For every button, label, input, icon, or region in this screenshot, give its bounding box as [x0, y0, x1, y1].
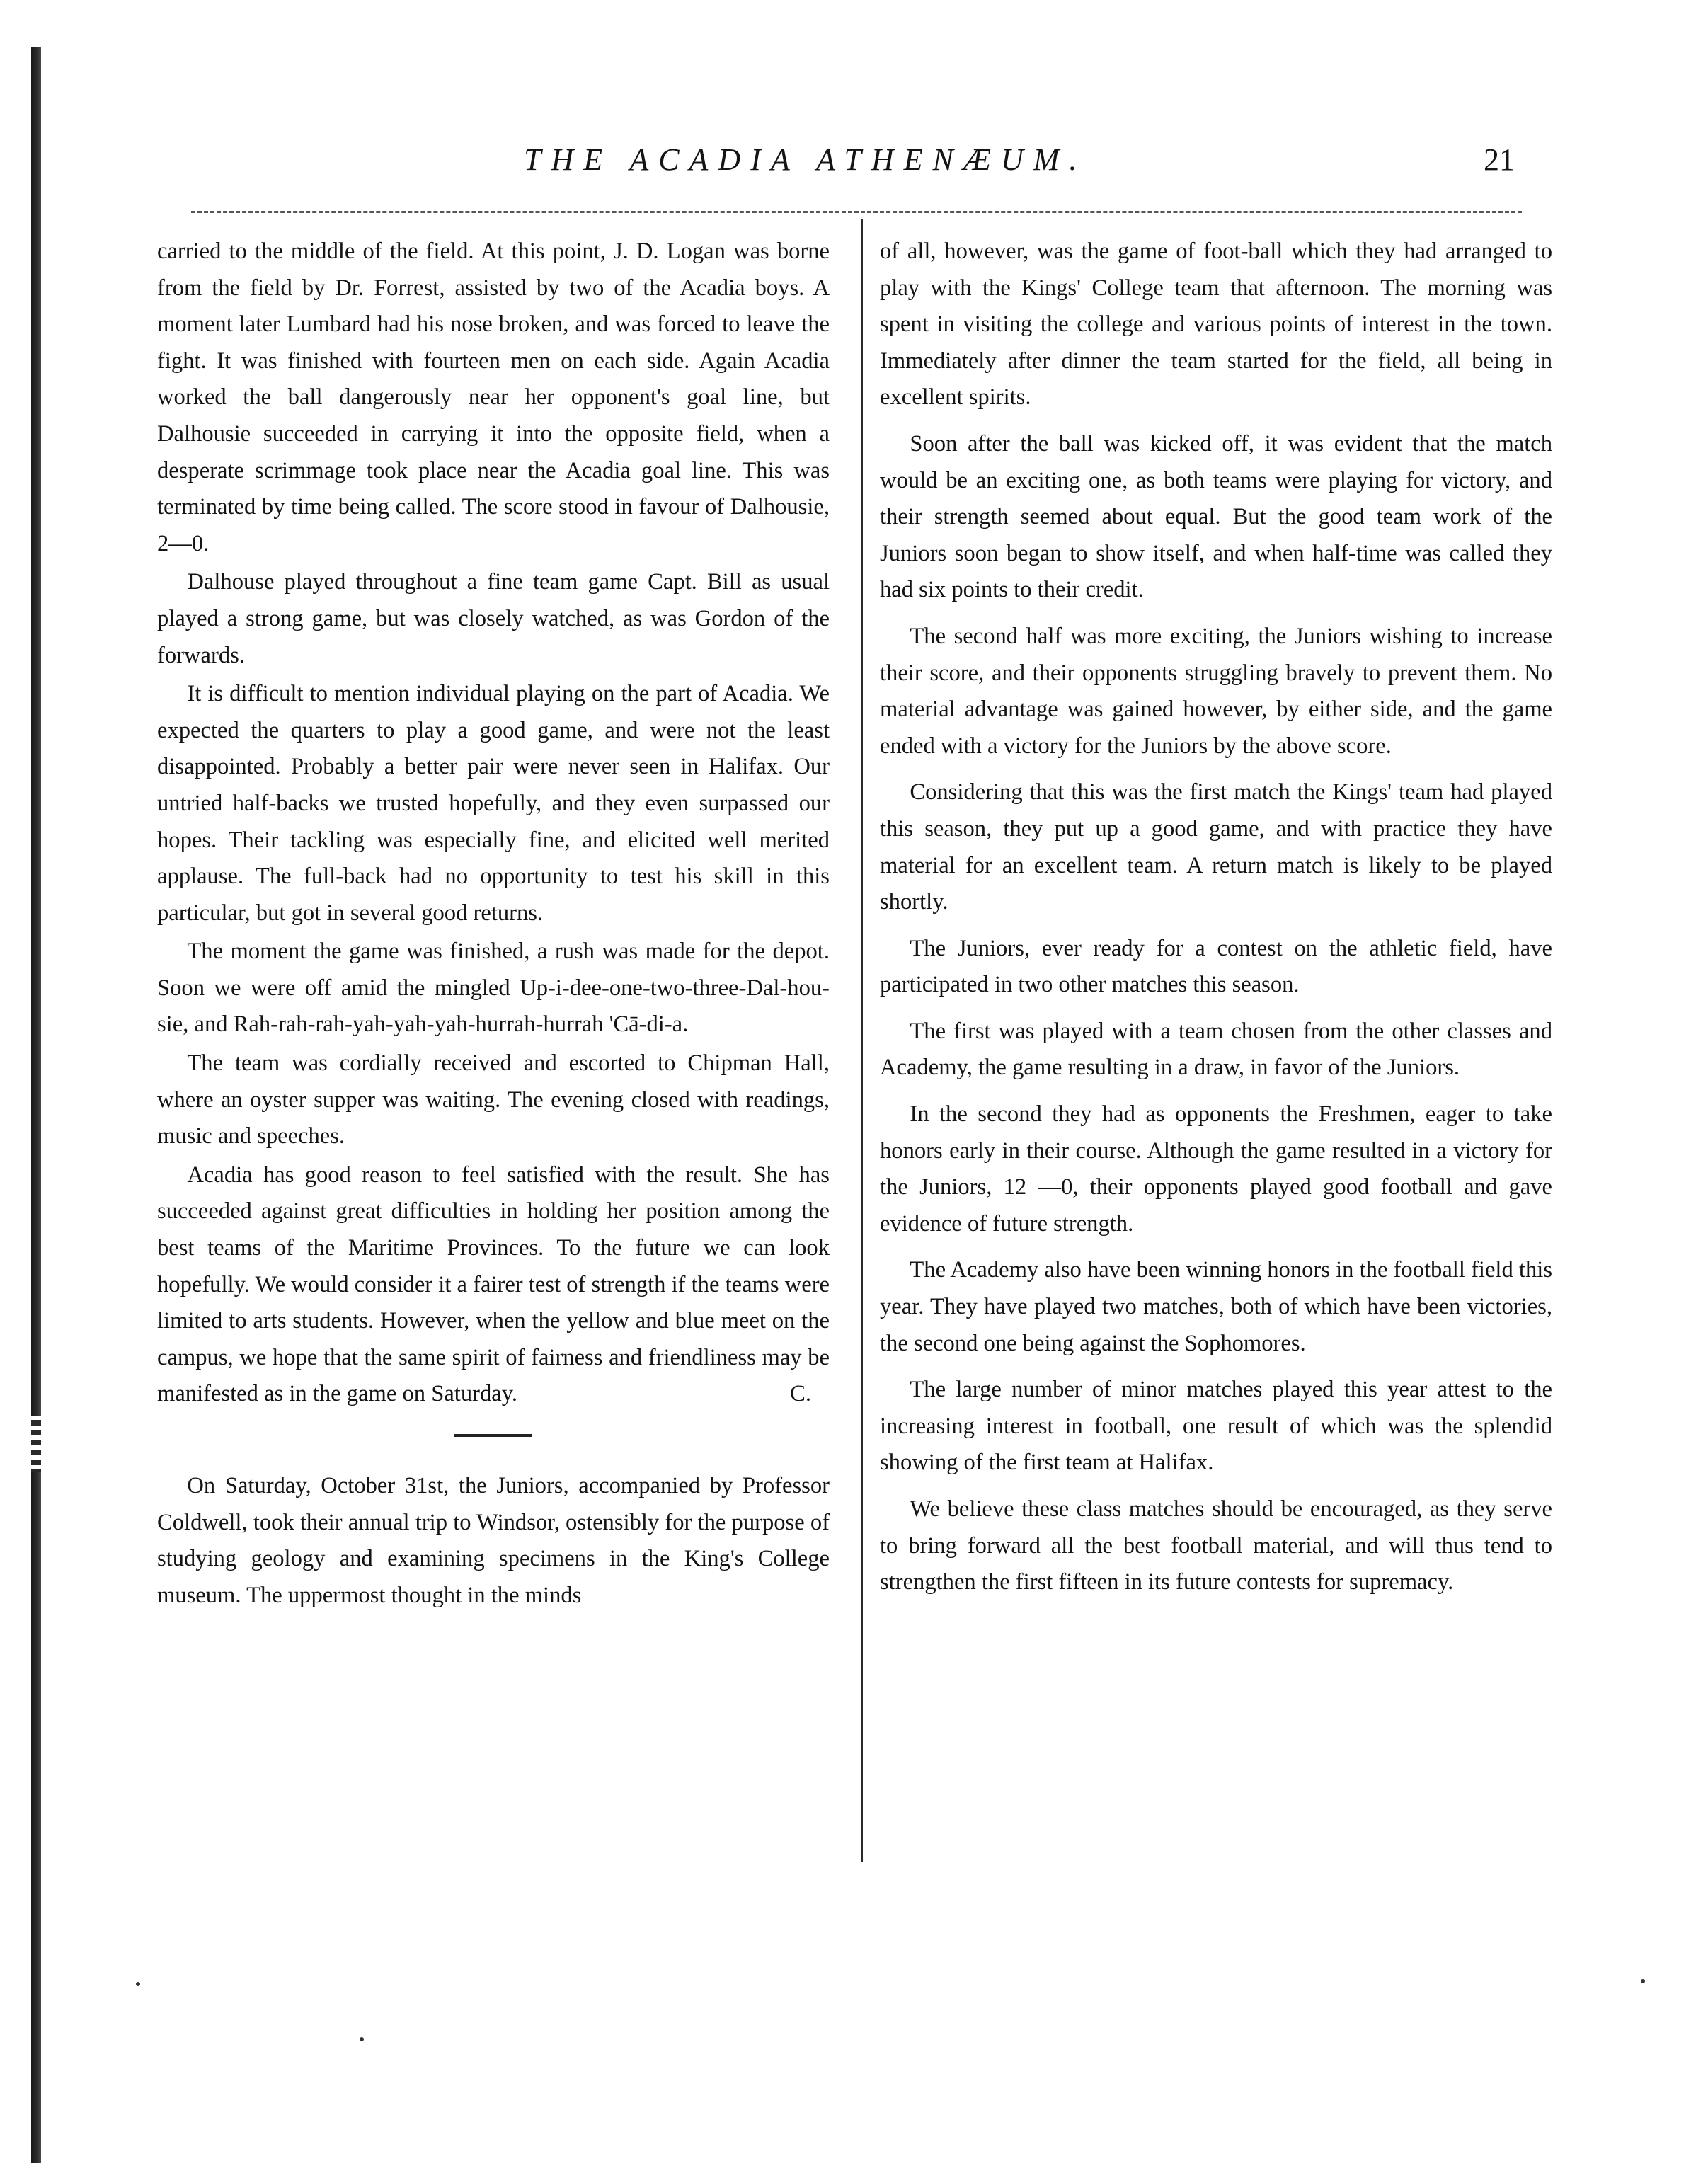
paragraph: The Juniors, ever ready for a contest on the athletic field, have participated in two other matches this season.: [880, 935, 1552, 998]
paragraph: Soon after the ball was kicked off, it was evident that the match would be an exciting one, as both teams were playing for victory, and their strength seemed about equal. But the good team work of the Juniors soon began to show itself, and when half-time was called they had six points to their credit.: [880, 430, 1552, 603]
paragraph: The large number of minor matches played this year attest to the increasing interest in football, one result of which was the splendid showing of the first team at Halifax.: [880, 1377, 1552, 1476]
left-column: [157, 234, 830, 1616]
paragraph: Considering that this was the first match the Kings' team had played this season, they put up a good game, and with practice they have material for an excellent team. A return match is likely to be played shortly.: [880, 779, 1552, 915]
paragraph: Dalhouse played throughout a fine team game Capt. Bill as usual played a strong game, but was closely watched, as was Gordon of the forwards.: [157, 569, 830, 668]
paragraph: It is difficult to mention individual playing on the part of Acadia. We expected the quarters to play a good game, and were not the least disappointed. Probably a better pair were never seen in Halifax. Our untried half-backs we trusted hopefully, and they even surpassed our hopes. Their tackling was especially fine, and elicited well merited applause. The full-back had no opportunity to test his skill in this particular, but got in several good returns.: [157, 681, 830, 926]
print-speck: [360, 2037, 364, 2041]
paragraph: The second half was more exciting, the Juniors wishing to increase their score, and their opponents struggling bravely to prevent them. No material advantage was gained however, by either side, and the game ended with a victory for the Juniors by the above score.: [880, 623, 1552, 759]
paragraph: The first was played with a team chosen from the other classes and Academy, the game resulting in a draw, in favor of the Juniors.: [880, 1018, 1552, 1081]
binding-tear: [31, 1416, 41, 1472]
page-header: [163, 142, 1543, 184]
paragraph: The team was cordially received and escorted to Chipman Hall, where an oyster supper was waiting. The evening closed with readings, music and speeches.: [157, 1050, 830, 1149]
paragraph: The moment the game was finished, a rush was made for the depot. Soon we were off amid the mingled Up-i-dee-one-two-three-Dal-hou-sie, and Rah-rah-rah-yah-yah-yah-hurrah-hurrah 'Cā-di-a.: [157, 939, 830, 1038]
paragraph: The Academy also have been winning honors in the football field this year. They have played two matches, both of which have been victories, the second one being against the Sophomores.: [880, 1257, 1552, 1356]
running-title: THE ACADIA ATHENÆUM.: [524, 142, 1087, 177]
print-speck: [1641, 1979, 1645, 1983]
paragraph-text: Acadia has good reason to feel satisfied with the result. She has succeeded against great difficulties in holding her position among the best teams of the Maritime Provinces. To the future we can look hopefully. We would consider it a fairer test of strength if the teams were limited to arts students. However, when the yellow and blue meet on the campus, we hope that the same spirit of fairness and friendliness may be manifested as in the game on Saturday.: [157, 1162, 830, 1407]
column-divider: [861, 219, 863, 1862]
paragraph: of all, however, was the game of foot-ball which they had arranged to play with the Kings' College team that afternoon. The morning was spent in visiting the college and various points of interest in the town. Immediately after dinner the team started for the field, all being in excellent spirits.: [880, 239, 1552, 411]
paragraph: carried to the middle of the field. At this point, J. D. Logan was borne from the field by Dr. Forrest, assisted by two of the Acadia boys. A moment later Lumbard had his nose broken, and was forced to leave the fight. It was finished with fourteen men on each side. Again Acadia worked the ball dangerously near her opponent's goal line, but Dalhousie succeeded in carrying it into the opposite field, when a desperate scrimmage took place near the Acadia goal line. This was terminated by time being called. The score stood in favour of Dalhousie, 2—0.: [157, 239, 830, 556]
paragraph: We believe these class matches should be encouraged, as they serve to bring forward all the best football material, and will thus tend to strengthen the first fifteen in its future contests for supremacy.: [880, 1496, 1552, 1595]
signature: C.: [790, 1381, 811, 1407]
header-rule: [191, 211, 1522, 213]
section-divider: [454, 1434, 532, 1437]
paragraph: In the second they had as opponents the Freshmen, eager to take honors early in their course. Although the game resulted in a victory for the Juniors, 12 —0, their opponents played good football and gave evidence of future strength.: [880, 1101, 1552, 1237]
paragraph: On Saturday, October 31st, the Juniors, accompanied by Professor Coldwell, took their annual trip to Windsor, ostensibly for the purpose of studying geology and examining specimens in the King's College museum. The uppermost thought in the minds: [157, 1473, 830, 1608]
signed-paragraph: [157, 1157, 830, 1413]
page-number: 21: [1484, 142, 1515, 177]
right-column: [880, 234, 1552, 1603]
page-binding-edge: [31, 47, 41, 2163]
print-speck: [136, 1982, 140, 1986]
